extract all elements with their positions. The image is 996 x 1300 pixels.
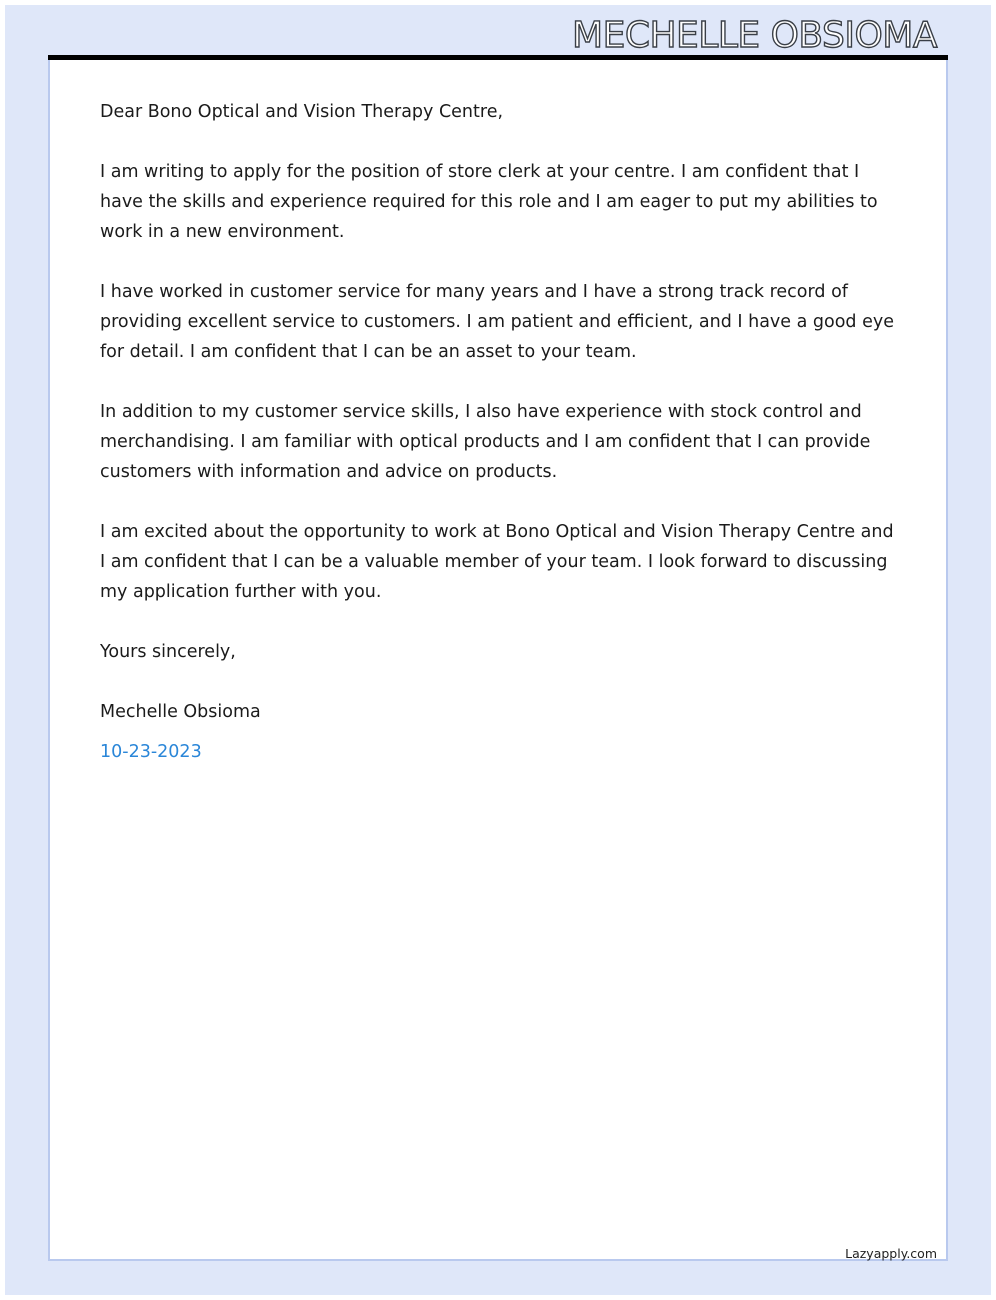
- cover-letter-body: [100, 97, 900, 767]
- letter-paragraph-3: In addition to my customer service skills, I also have experience with stock control and merchandising. I am familiar with optical products and I am confident that I can provide customers with information and advice on products.: [100, 402, 871, 482]
- letter-paragraph-4: I am excited about the opportunity to work at Bono Optical and Vision Therapy Centre and I am confident that I can be a valuable member of your team. I look forward to discussing my application further with you.: [100, 522, 894, 602]
- letter-paragraph-2: I have worked in customer service for many years and I have a strong track record of providing excellent service to customers. I am patient and efficient, and I have a good eye for detail. I am confident that I can be an asset to your team.: [100, 282, 894, 362]
- letter-salutation: Dear Bono Optical and Vision Therapy Centre,: [100, 102, 504, 122]
- footer-brand: Lazyapply.com: [845, 1246, 937, 1261]
- applicant-name-header: MECHELLE OBSIOMA: [572, 15, 937, 56]
- letter-signature: Mechelle Obsioma: [100, 702, 261, 722]
- letter-date: 10-23-2023: [100, 742, 202, 762]
- letter-closing: Yours sincerely,: [100, 642, 236, 662]
- letter-paragraph-1: I am writing to apply for the position of store clerk at your centre. I am confident that I have the skills and experience required for this role and I am eager to put my abilities to work in a new environment.: [100, 162, 878, 242]
